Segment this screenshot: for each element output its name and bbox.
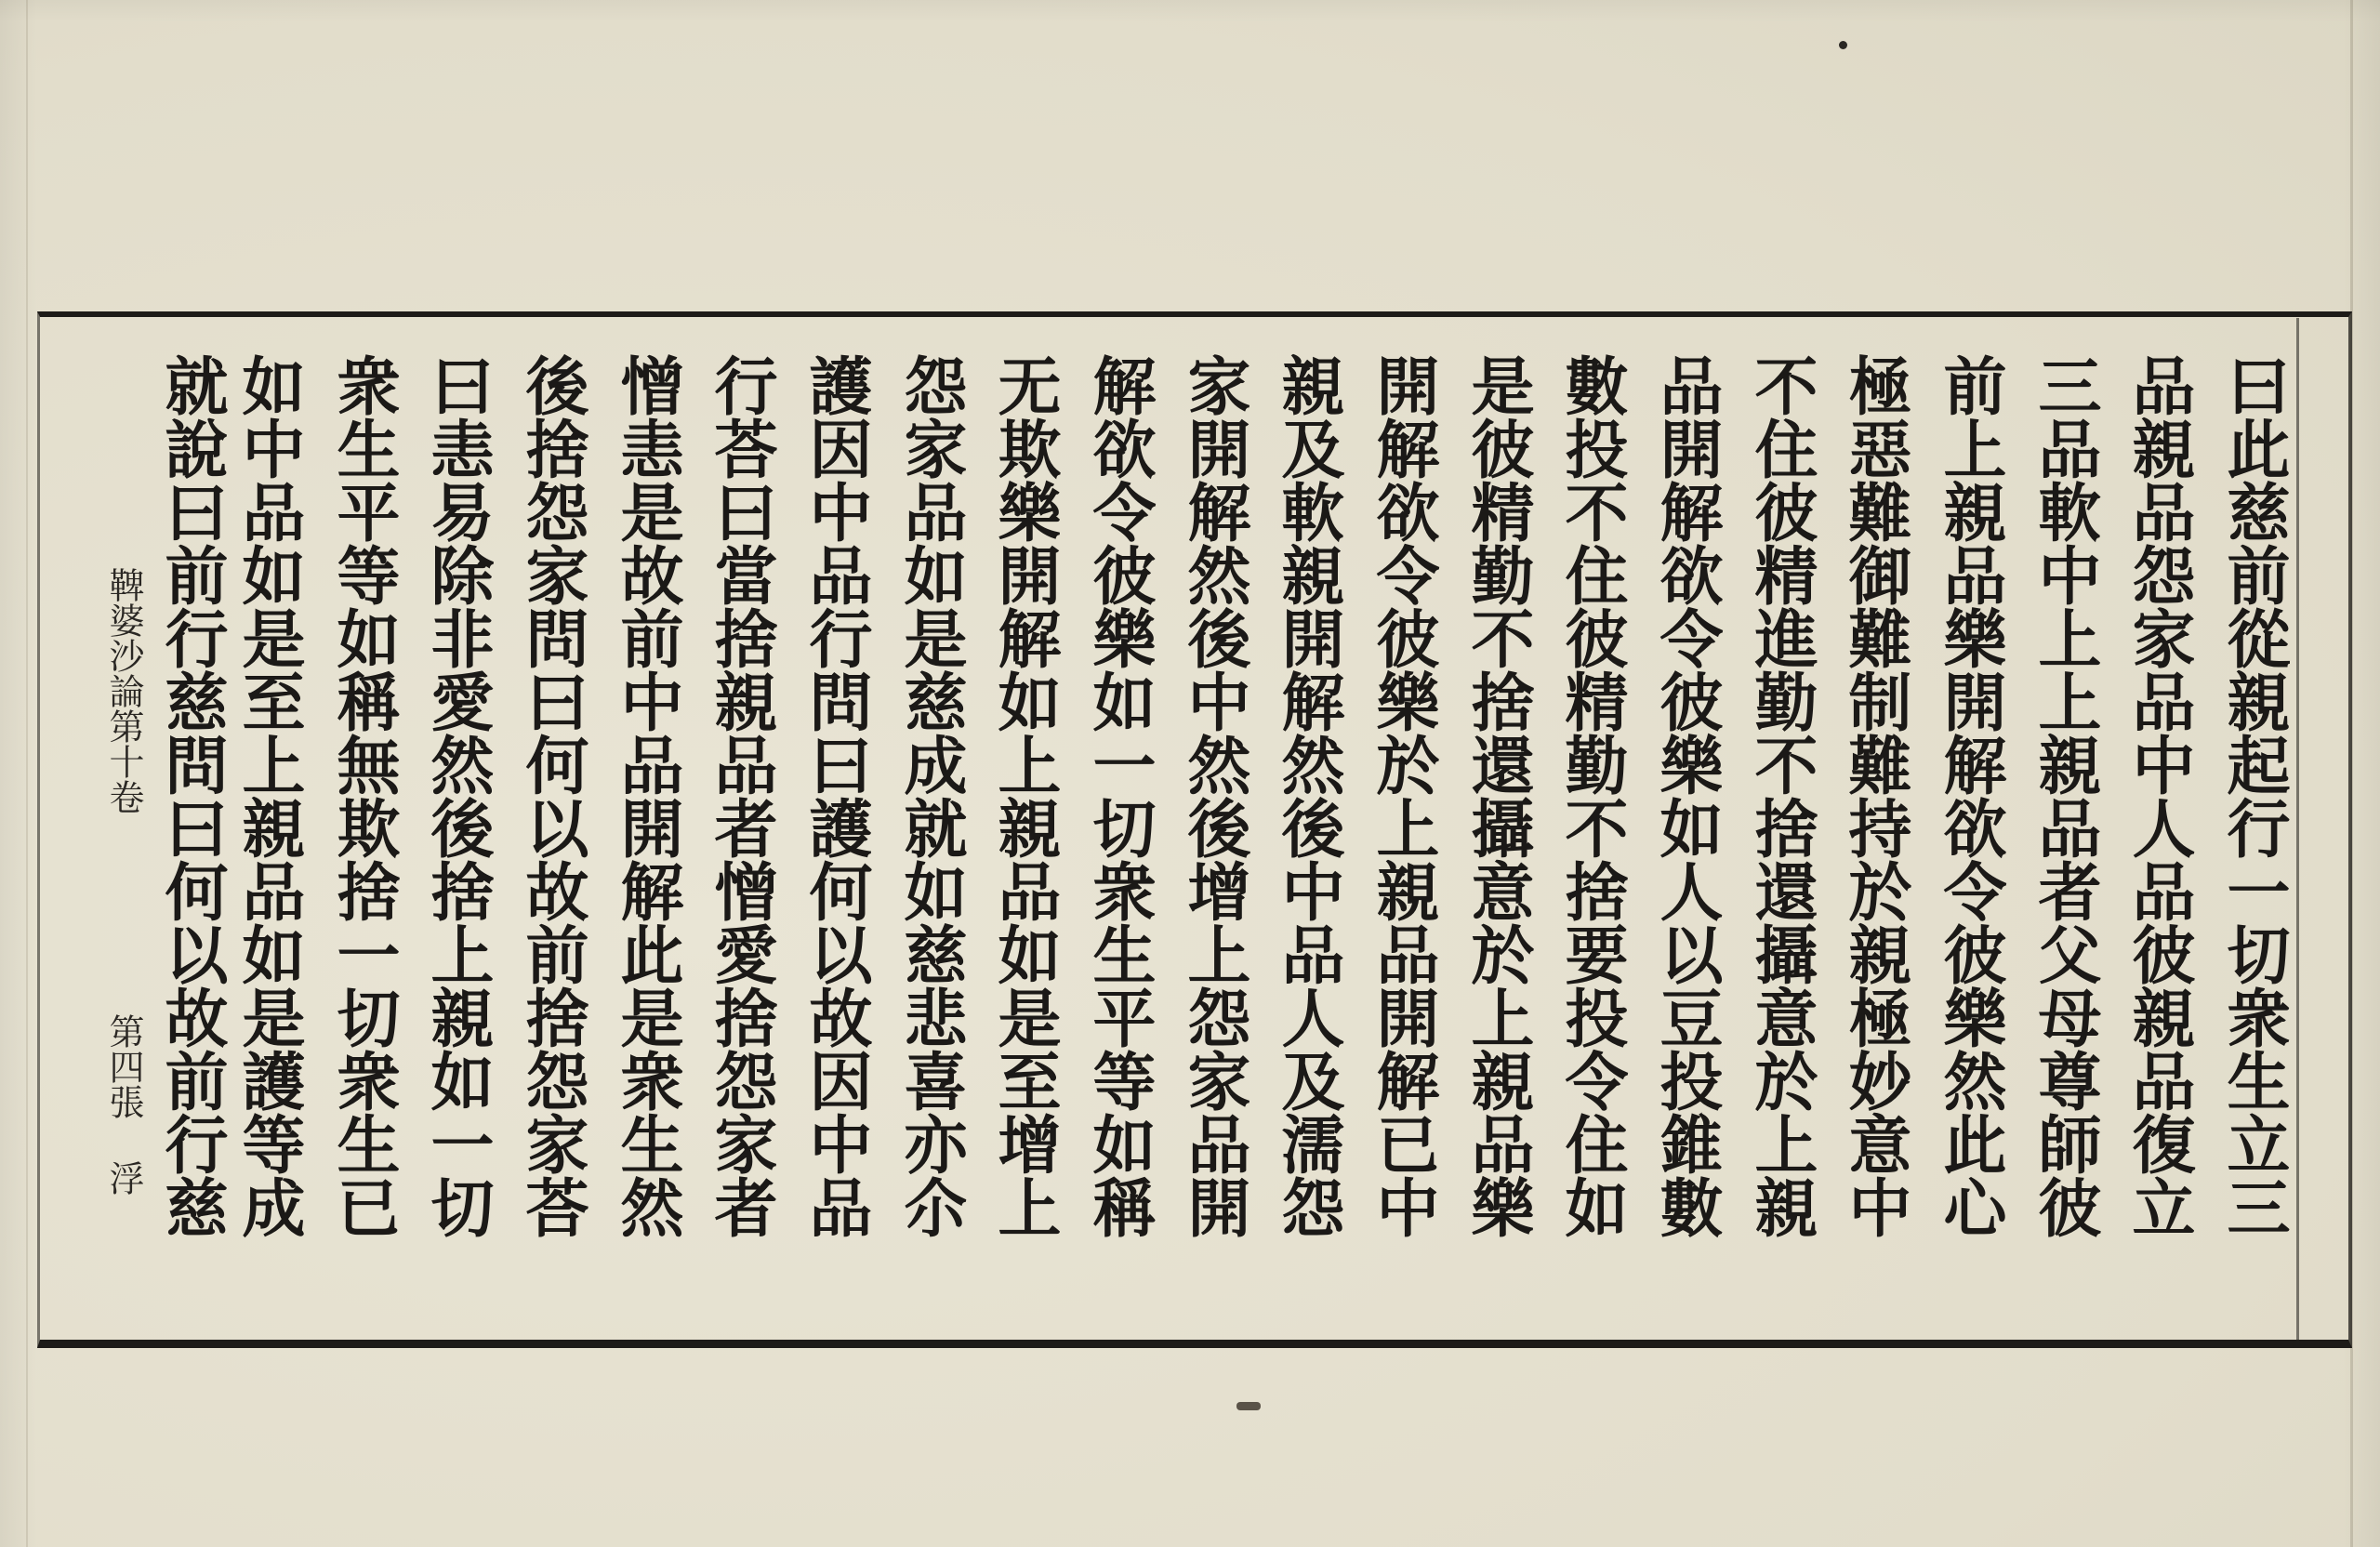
text-column-13: 解欲令彼樂如一切衆生平等如稱 — [1082, 353, 1157, 1238]
block-inner-border — [2296, 318, 2299, 1341]
text-column-6: 不住彼精進勤不捨還攝意於上親 — [1744, 353, 1818, 1238]
text-column-22: 如中品如是至上親品如是護等成 — [231, 353, 306, 1238]
text-column-16: 護因中品行問曰護何以故因中品 — [799, 353, 873, 1238]
text-column-15: 怨家品如是慈成就如慈悲喜亦尒 — [893, 353, 968, 1238]
volume-title: 鞞婆沙論第十卷 — [103, 567, 144, 814]
text-column-17: 行荅曰當捨親品者憎愛捨怨家者 — [704, 353, 778, 1238]
text-column-18: 憎恚是故前中品開解此是衆生然 — [610, 353, 684, 1238]
text-column-9: 是彼精勤不捨還攝意於上親品樂 — [1461, 353, 1535, 1238]
ink-speck — [1839, 41, 1847, 49]
text-column-19: 後捨怨家問曰何以故前捨怨家荅 — [515, 353, 589, 1238]
text-column-23: 就說曰前行慈問曰何以故前行慈 — [154, 353, 229, 1238]
text-column-8: 數投不住彼精勤不捨要投令住如 — [1554, 353, 1629, 1238]
text-column-4: 前上親品樂開解欲令彼樂然此心 — [1933, 353, 2007, 1238]
text-column-5: 極惡難御難制難持於親極妙意中 — [1838, 353, 1912, 1238]
text-column-3: 三品軟中上上親品者父母尊師彼 — [2028, 353, 2102, 1238]
text-column-7: 品開解欲令彼樂如人以豆投錐數 — [1649, 353, 1724, 1238]
text-column-12: 家開解然後中然後增上怨家品開 — [1177, 353, 1251, 1238]
ink-speck — [1236, 1402, 1261, 1410]
text-column-20: 曰恚易除非愛然後捨上親如一切 — [420, 353, 495, 1238]
text-column-10: 開解欲令彼樂於上親品開解已中 — [1366, 353, 1440, 1238]
text-column-14: 无欺樂開解如上親品如是至增上 — [987, 353, 1062, 1238]
text-column-1: 曰此慈前從親起行一切衆生立三 — [2216, 353, 2291, 1238]
text-column-2: 品親品怨家品中人品彼親品復立 — [2122, 353, 2196, 1238]
page-number: 第四張 浮 — [103, 1013, 144, 1196]
text-column-11: 親及軟親開解然後中品人及濡怨 — [1271, 353, 1345, 1238]
text-column-21: 衆生平等如稱無欺捨一切衆生已 — [326, 353, 401, 1238]
paper-fold-left — [26, 0, 28, 1547]
